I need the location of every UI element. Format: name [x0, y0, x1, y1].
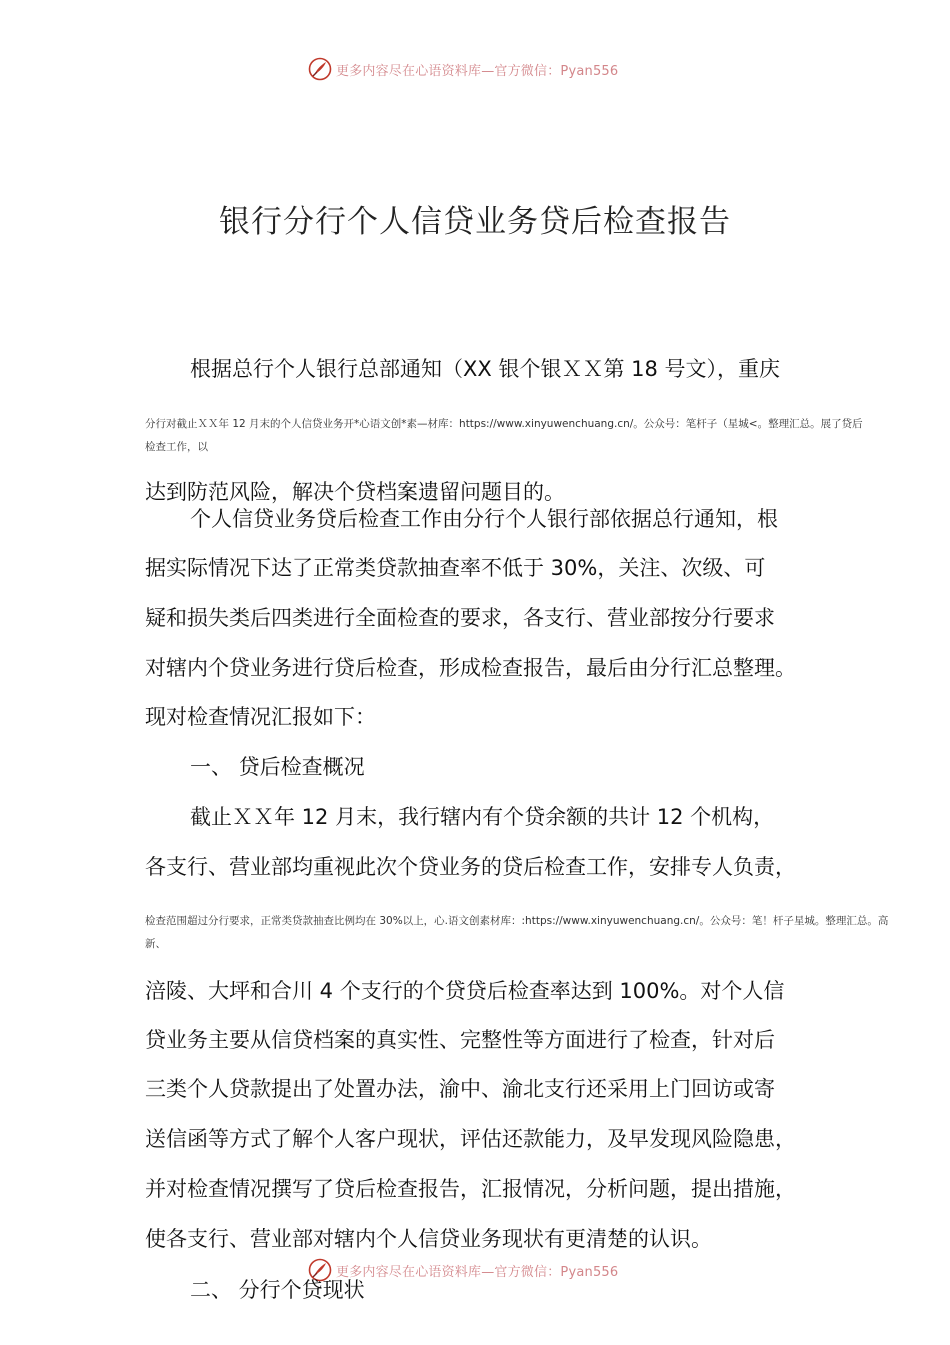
paragraph-line: 三类个人贷款提出了处置办法，渝中、渝北支行还采用上门回访或寄: [145, 1077, 775, 1101]
paragraph-line: 并对检查情况撰写了贷后检查报告，汇报情况，分析问题，提出措施，: [145, 1177, 796, 1201]
paragraph-line: 对辖内个贷业务进行贷后检查，形成检查报告，最后由分行汇总整理。: [145, 656, 796, 680]
paragraph-line: 涪陵、大坪和合川 4 个支行的个贷贷后检查率达到 100%。对个人信: [145, 979, 785, 1003]
watermark-text: 更多内容尽在心语资料库—官方微信：Pyan556: [336, 63, 619, 79]
paragraph-line: 据实际情况下达了正常类贷款抽查率不低于 30%，关注、次级、可: [145, 556, 766, 580]
paragraph-line: 使各支行、营业部对辖内个人信贷业务现状有更清楚的认识。: [145, 1227, 712, 1251]
section-heading: 二、 分行个贷现状: [190, 1278, 365, 1302]
feather-pen-logo-icon: [308, 57, 332, 81]
watermark-text: 更多内容尽在心语资料库—官方微信：Pyan556: [336, 1264, 619, 1280]
paragraph-line: 截止ＸＸ年 12 月末，我行辖内有个贷余额的共计 12 个机构，: [190, 805, 775, 829]
section-heading: 一、 贷后检查概况: [190, 755, 365, 779]
paragraph-line: 送信函等方式了解个人客户现状，评估还款能力，及早发现风险隐患，: [145, 1127, 796, 1151]
paragraph-line: 各支行、营业部均重视此次个贷业务的贷后检查工作，安排专人负责，: [145, 855, 796, 879]
header-watermark: [308, 56, 618, 82]
paragraph-line: 达到防范风险，解决个贷档案遗留问题目的。: [145, 480, 565, 504]
footnote-line: 检查范围超过分行要求，正常类贷款抽查比例均在 30%以上，心.语文创素材库：:https://www.xinyuwenchuang.cn/。公众号：笔！杆子星城。整理汇总。高: [145, 915, 889, 927]
paragraph-line: 贷业务主要从信贷档案的真实性、完整性等方面进行了检查，针对后: [145, 1028, 775, 1052]
document-title: 银行分行个人信贷业务贷后检查报告: [219, 204, 731, 240]
footnote-line: 新、: [145, 938, 166, 950]
paragraph-line: 现对检查情况汇报如下：: [145, 705, 376, 729]
paragraph-line: 个人信贷业务贷后检查工作由分行个人银行部依据总行通知，根: [190, 507, 778, 531]
footnote-line: 分行对截止ＸＸ年 12 月末的个人信贷业务开*心语文创*素—材库：https://www.xinyuwenchuang.cn/。公众号：笔杆子（星城<。整理汇总。展了贷后: [145, 418, 863, 430]
paragraph-line: 根据总行个人银行总部通知（XX 银个银ＸＸ第 18 号文），重庆: [190, 357, 781, 381]
footnote-line: 检查工作，以: [145, 441, 208, 453]
paragraph-line: 疑和损失类后四类进行全面检查的要求，各支行、营业部按分行要求: [145, 606, 775, 630]
